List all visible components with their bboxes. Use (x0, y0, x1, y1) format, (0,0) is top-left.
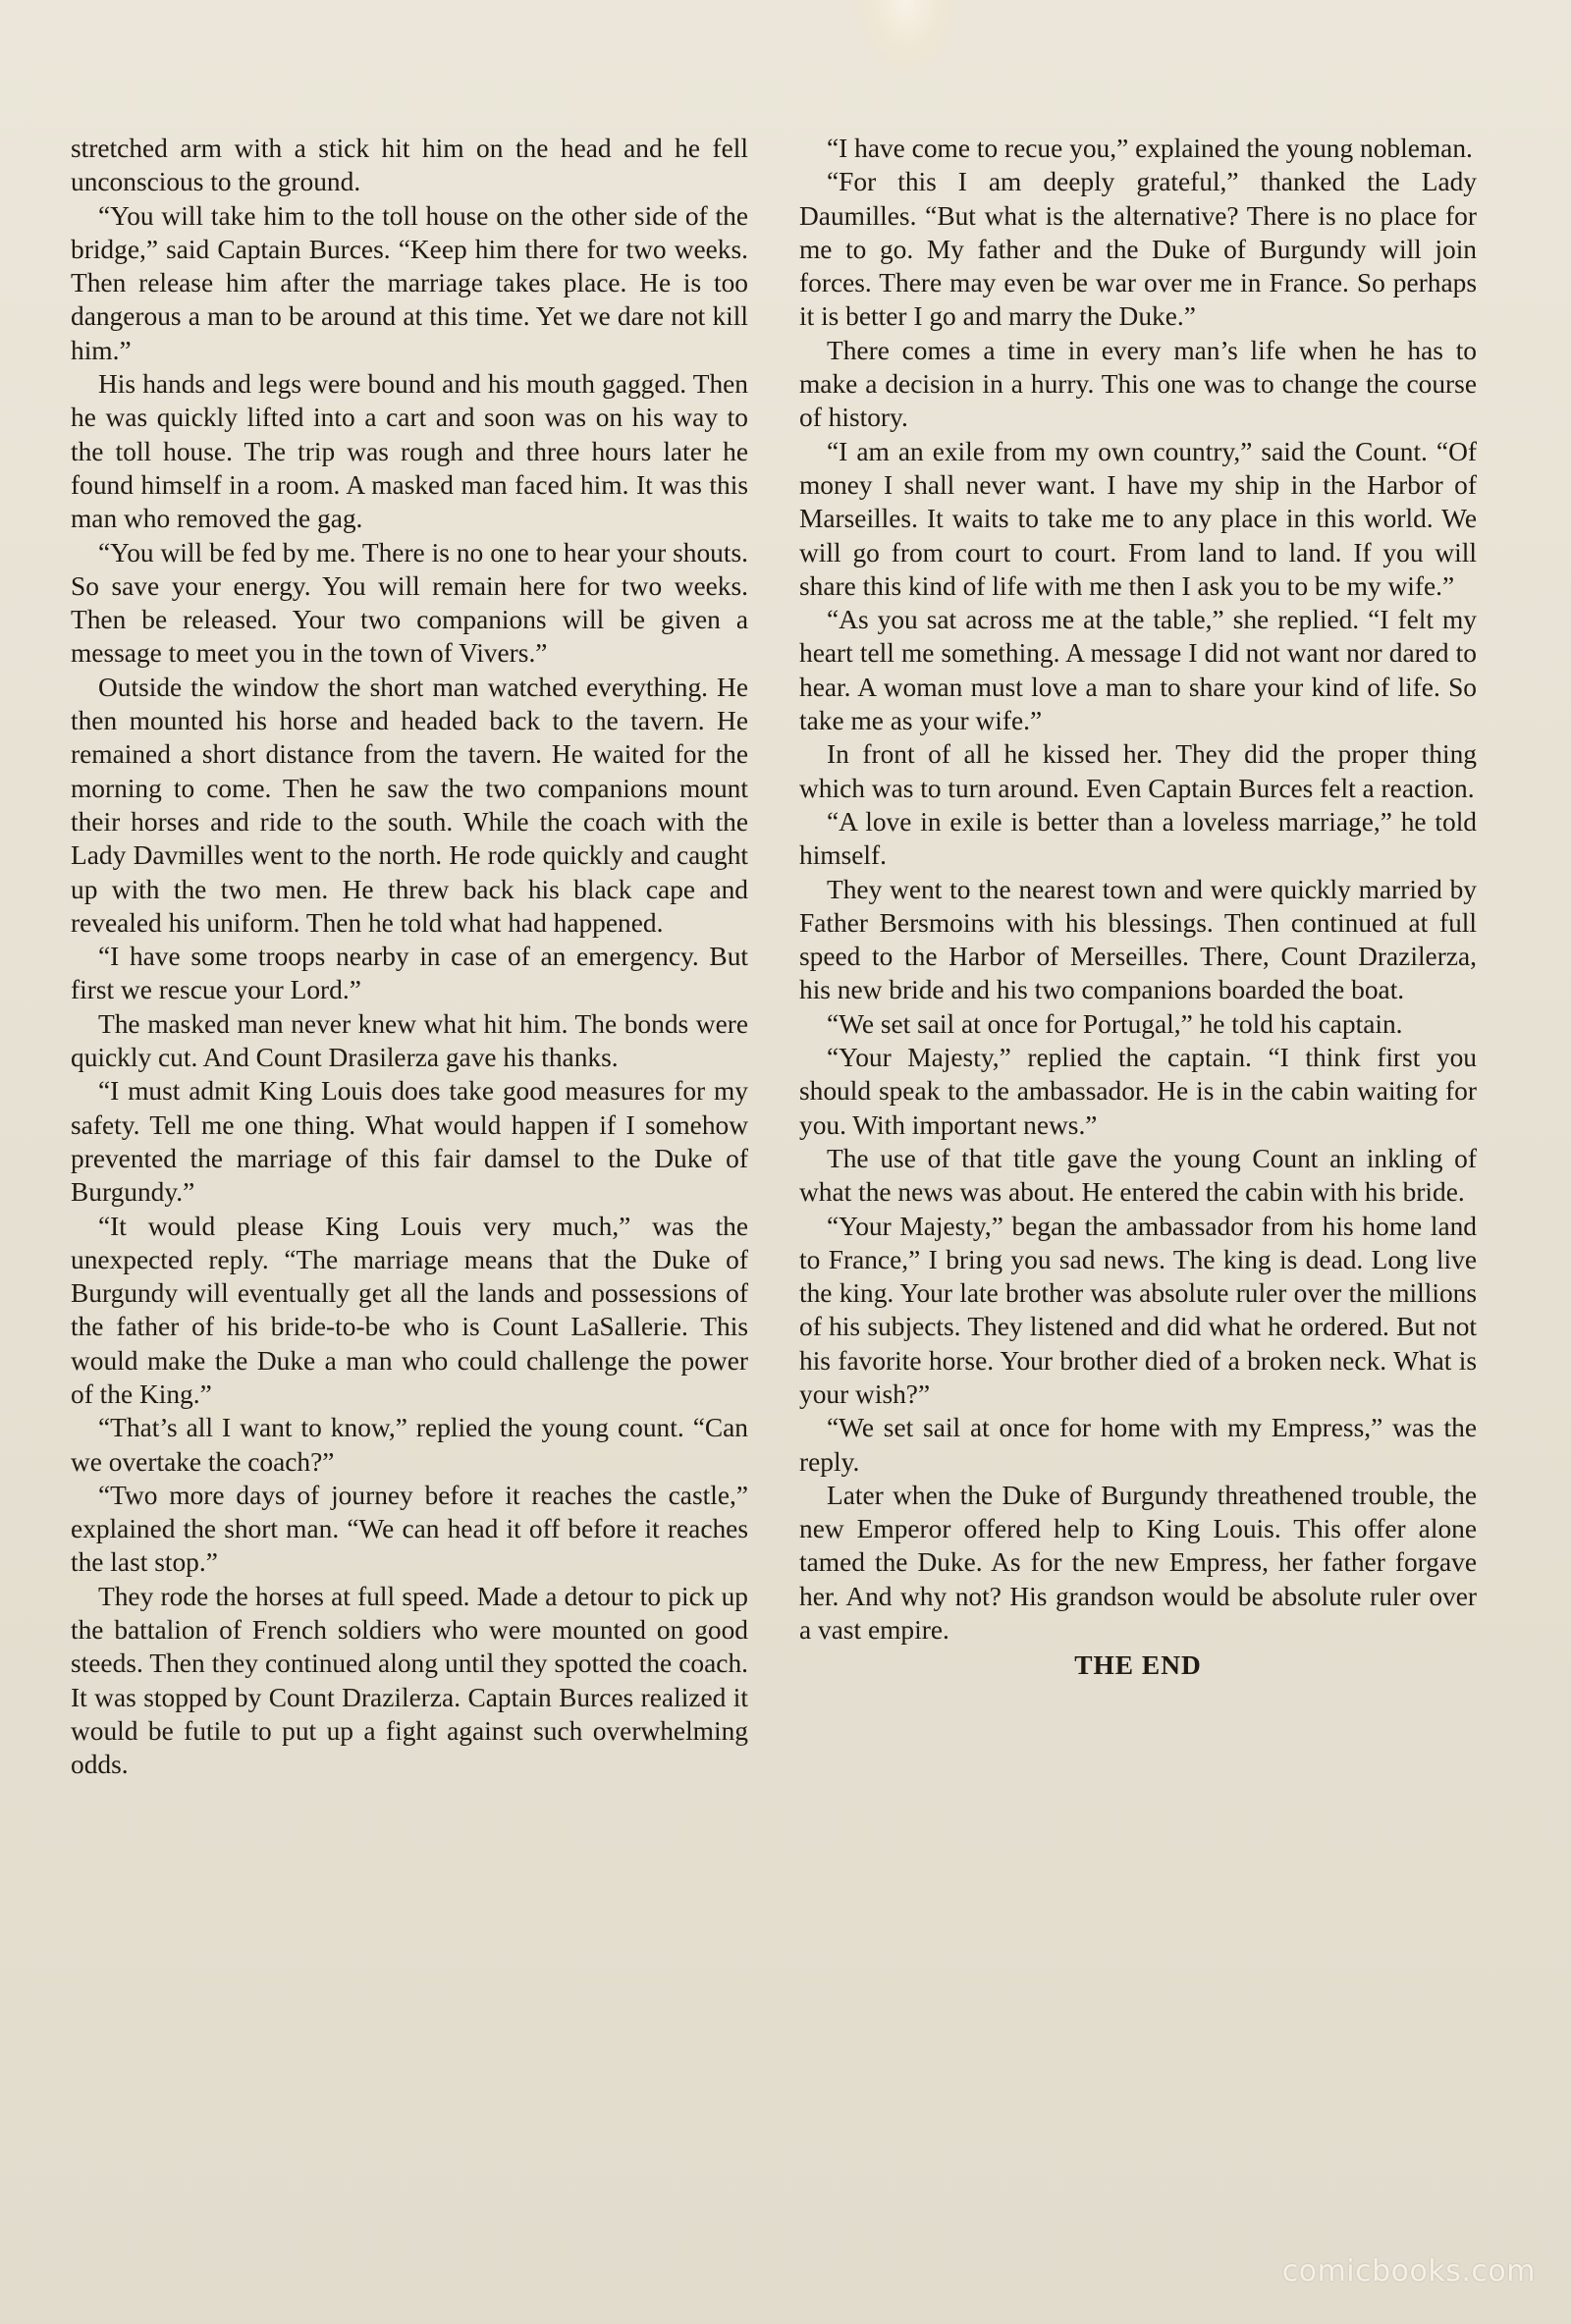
paragraph: “Two more days of journey before it reaches the castle,” explained the short man. “We can head it off before it reaches the last stop.” (71, 1480, 748, 1578)
the-end-label: THE END (1074, 1650, 1202, 1681)
site-watermark: comicbooks.com (1281, 2254, 1536, 2289)
paragraph: “A love in exile is better than a loveless marriage,” he told himself. (799, 806, 1477, 871)
torn-paper-corner (852, 0, 960, 79)
paragraph: “I have some troops nearby in case of an emergency. But first we rescue your Lord.” (71, 942, 748, 1005)
paragraph: Later when the Duke of Burgundy threathened trouble, the new Emperor offered help to King Louis. This offer alone tamed the Duke. As for the new Empress, her father forgave her. And why not? His grandson would be absolute ruler over a vast empire. (799, 1480, 1477, 1646)
paragraph: stretched arm with a stick hit him on the head and he fell unconscious to the ground. (71, 134, 748, 197)
paragraph: “You will take him to the toll house on the other side of the bridge,” said Captain Burces. “Keep him there for two weeks. Then release him after the marriage takes place. He is too dangerous a man to be around at this time. Yet we dare not kill him.” (71, 200, 748, 365)
paragraph: The masked man never knew what hit him. The bonds were quickly cut. And Count Drasilerza gave his thanks. (71, 1008, 748, 1073)
paragraph: His hands and legs were bound and his mouth gagged. Then he was quickly lifted into a cart and soon was on his way to the toll house. The trip was rough and three hours later he found himself in a room. A masked man faced him. It was this man who removed the gag. (71, 369, 748, 534)
paragraph: “For this I am deeply grateful,” thanked the Lady Daumilles. “But what is the alternative? There is no place for me to go. My father and the Duke of Burgundy will join forces. There may even be war over me in France. So perhaps it is better I go and marry the Duke.” (799, 167, 1477, 332)
paragraph: There comes a time in every man’s life when he has to make a decision in a hurry. This one was to change the course of history. (799, 335, 1477, 433)
paragraph: They went to the nearest town and were quickly married by Father Bersmoins with his blessings. Then continued at full speed to the Harbor of Merseilles. There, Count Drazilerza, his new bride and his two companions boarded the boat. (799, 874, 1477, 1005)
paragraph: “We set sail at once for Portugal,” he told his captain. (827, 1008, 1403, 1039)
paragraph: “I have come to recue you,” explained the young nobleman. (827, 134, 1473, 163)
paragraph: They rode the horses at full speed. Made a detour to pick up the battalion of French soldiers who were mounted on good steeds. Then they continued along until they spotted the coach. It was stopped by Count Drazilerza. Captain Burces realized it would be futile to put up a fight against such overwhelming odds. (71, 1581, 748, 1780)
paragraph: Outside the window the short man watched everything. He then mounted his horse and headed back to the tavern. He remained a short distance from the tavern. He waited for the morning to come. Then he saw the two companions mount their horses and ride to the south. While the coach with the Lady Davmilles went to the north. He rode quickly and caught up with the two men. He threw back his black cape and revealed his uniform. Then he told what had happened. (71, 672, 748, 938)
paragraph: “As you sat across me at the table,” she replied. “I felt my heart tell me something. A message I did not want nor dared to hear. A woman must love a man to share your kind of life. So take me as your wife.” (799, 605, 1477, 736)
paragraph: The use of that title gave the young Count an inkling of what the news was about. He entered the cabin with his bride. (799, 1143, 1477, 1208)
right-text-column (799, 132, 1477, 1683)
left-text-column (71, 132, 748, 1782)
paragraph: “Your Majesty,” began the ambassador from his home land to France,” I bring you sad news. The king is dead. Long live the king. Your late brother was absolute ruler over the millions of his subjects. They listened and did what he ordered. But not his favorite horse. Your brother died of a broken neck. What is your wish?” (799, 1211, 1477, 1409)
paragraph: “I must admit King Louis does take good measures for my safety. Tell me one thing. What would happen if I somehow prevented the marriage of this fair damsel to the Duke of Burgundy.” (71, 1076, 748, 1208)
paragraph: “It would please King Louis very much,” was the unexpected reply. “The marriage means that the Duke of Burgundy will eventually get all the lands and possessions of the father of his bride-to-be who is Count LaSallerie. This would make the Duke a man who could challenge the power of the King.” (71, 1211, 748, 1409)
paragraph: “You will be fed by me. There is no one to hear your shouts. So save your energy. You will remain here for two weeks. Then be released. Your two companions will be given a message to meet you in the town of Vivers.” (71, 537, 748, 669)
paragraph: “Your Majesty,” replied the captain. “I think first you should speak to the ambassador. He is in the cabin waiting for you. With important news.” (799, 1043, 1477, 1140)
paragraph: “I am an exile from my own country,” said the Count. “Of money I shall never want. I have my ship in the Harbor of Marseilles. It waits to take me to any place in this world. We will go from court to court. From land to land. If you will share this kind of life with me then I ask you to be my wife.” (799, 436, 1477, 601)
paragraph: “We set sail at once for home with my Empress,” was the reply. (799, 1413, 1477, 1477)
paragraph: In front of all he kissed her. They did the proper thing which was to turn around. Even Captain Burces felt a reaction. (799, 739, 1477, 803)
paragraph: “That’s all I want to know,” replied the young count. “Can we overtake the coach?” (71, 1413, 748, 1477)
